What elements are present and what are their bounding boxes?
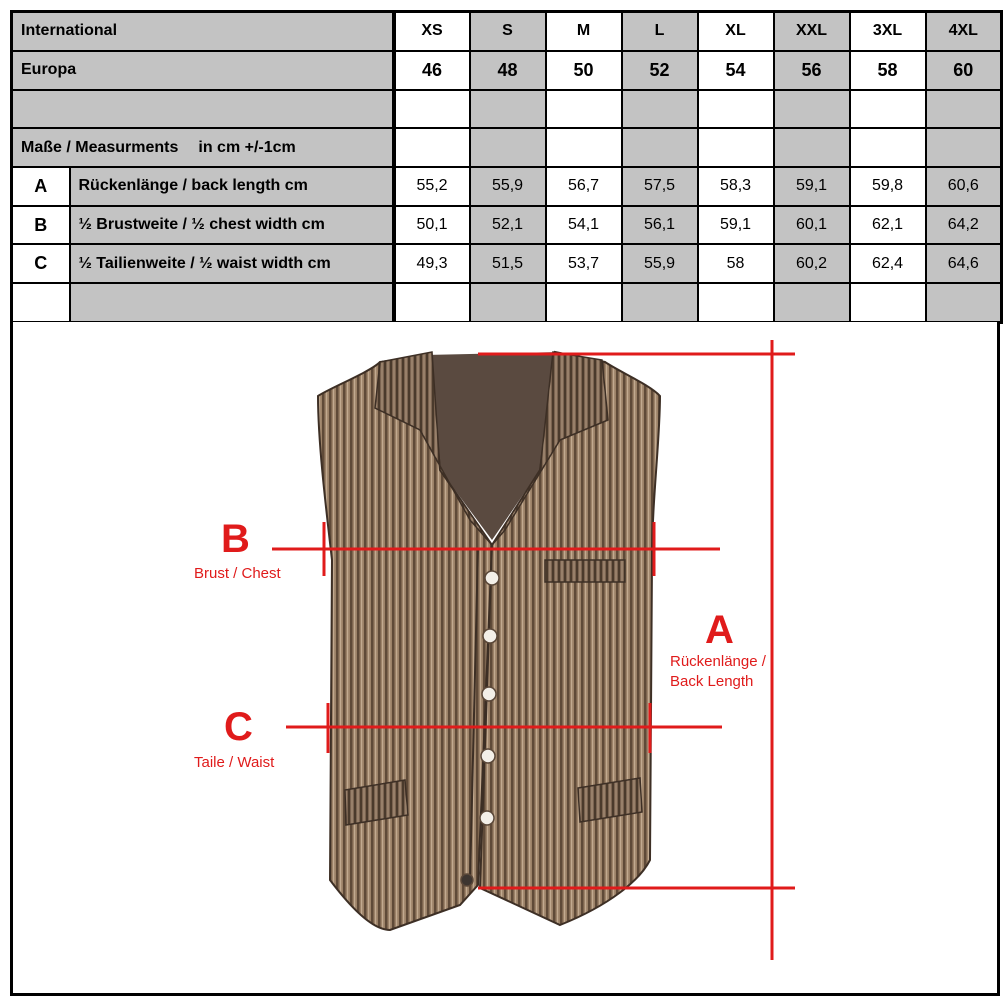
cell-value: 54,1: [546, 206, 622, 245]
vest-button: [480, 811, 494, 825]
row-letter: C: [12, 244, 70, 283]
europa-value: 56: [774, 51, 850, 90]
europa-value: 60: [926, 51, 1002, 90]
cell-value: 56,1: [622, 206, 698, 245]
row-label: Rückenlänge / back length cm: [70, 167, 394, 206]
europa-value: 50: [546, 51, 622, 90]
cell-value: 59,8: [850, 167, 926, 206]
size-m: M: [546, 12, 622, 51]
marker-c-letter: C: [224, 705, 253, 749]
europa-value: 58: [850, 51, 926, 90]
size-l: L: [622, 12, 698, 51]
marker-b-label: Brust / Chest: [194, 565, 281, 582]
cell-value: 62,1: [850, 206, 926, 245]
international-label: International: [12, 12, 394, 51]
europa-value: 48: [470, 51, 546, 90]
cell-value: 60,1: [774, 206, 850, 245]
cell-value: 58: [698, 244, 774, 283]
cell-value: 59,1: [774, 167, 850, 206]
vest-button: [485, 571, 499, 585]
cell-value: 50,1: [394, 206, 470, 245]
size-xxl: XXL: [774, 12, 850, 51]
cell-value: 62,4: [850, 244, 926, 283]
chest-pocket: [545, 560, 625, 582]
europa-value: 54: [698, 51, 774, 90]
cell-value: 64,2: [926, 206, 1002, 245]
cell-value: 55,9: [622, 244, 698, 283]
cell-value: 56,7: [546, 167, 622, 206]
cell-value: 52,1: [470, 206, 546, 245]
size-3xl: 3XL: [850, 12, 926, 51]
vest-button: [482, 687, 496, 701]
row-letter: A: [12, 167, 70, 206]
row-label: ½ Tailienweite / ½ waist width cm: [70, 244, 394, 283]
marker-a-label: Rückenlänge /: [670, 653, 766, 670]
europa-label: Europa: [12, 51, 394, 90]
measurements-unit: in cm +/-1cm: [198, 138, 296, 156]
cell-value: 53,7: [546, 244, 622, 283]
marker-a-label: Back Length: [670, 673, 754, 690]
cell-value: 58,3: [698, 167, 774, 206]
row-label: ½ Brustweite / ½ chest width cm: [70, 206, 394, 245]
marker-b-letter: B: [221, 517, 250, 561]
europa-value: 52: [622, 51, 698, 90]
cell-value: 51,5: [470, 244, 546, 283]
cell-value: 55,9: [470, 167, 546, 206]
size-xl: XL: [698, 12, 774, 51]
cell-value: 60,6: [926, 167, 1002, 206]
vest-icon: [318, 352, 660, 930]
size-xs: XS: [394, 12, 470, 51]
cell-value: 64,6: [926, 244, 1002, 283]
row-letter: B: [12, 206, 70, 245]
vest-button: [483, 629, 497, 643]
cell-value: 59,1: [698, 206, 774, 245]
marker-a-letter: A: [705, 608, 734, 652]
cell-value: 55,2: [394, 167, 470, 206]
size-s: S: [470, 12, 546, 51]
europa-value: 46: [394, 51, 470, 90]
size-4xl: 4XL: [926, 12, 1002, 51]
measurements-label: Maße / Measurments: [21, 138, 179, 156]
vest-button: [481, 749, 495, 763]
cell-value: 49,3: [394, 244, 470, 283]
cell-value: 57,5: [622, 167, 698, 206]
cell-value: 60,2: [774, 244, 850, 283]
marker-c-label: Taile / Waist: [194, 754, 275, 771]
vest-button: [461, 874, 473, 886]
